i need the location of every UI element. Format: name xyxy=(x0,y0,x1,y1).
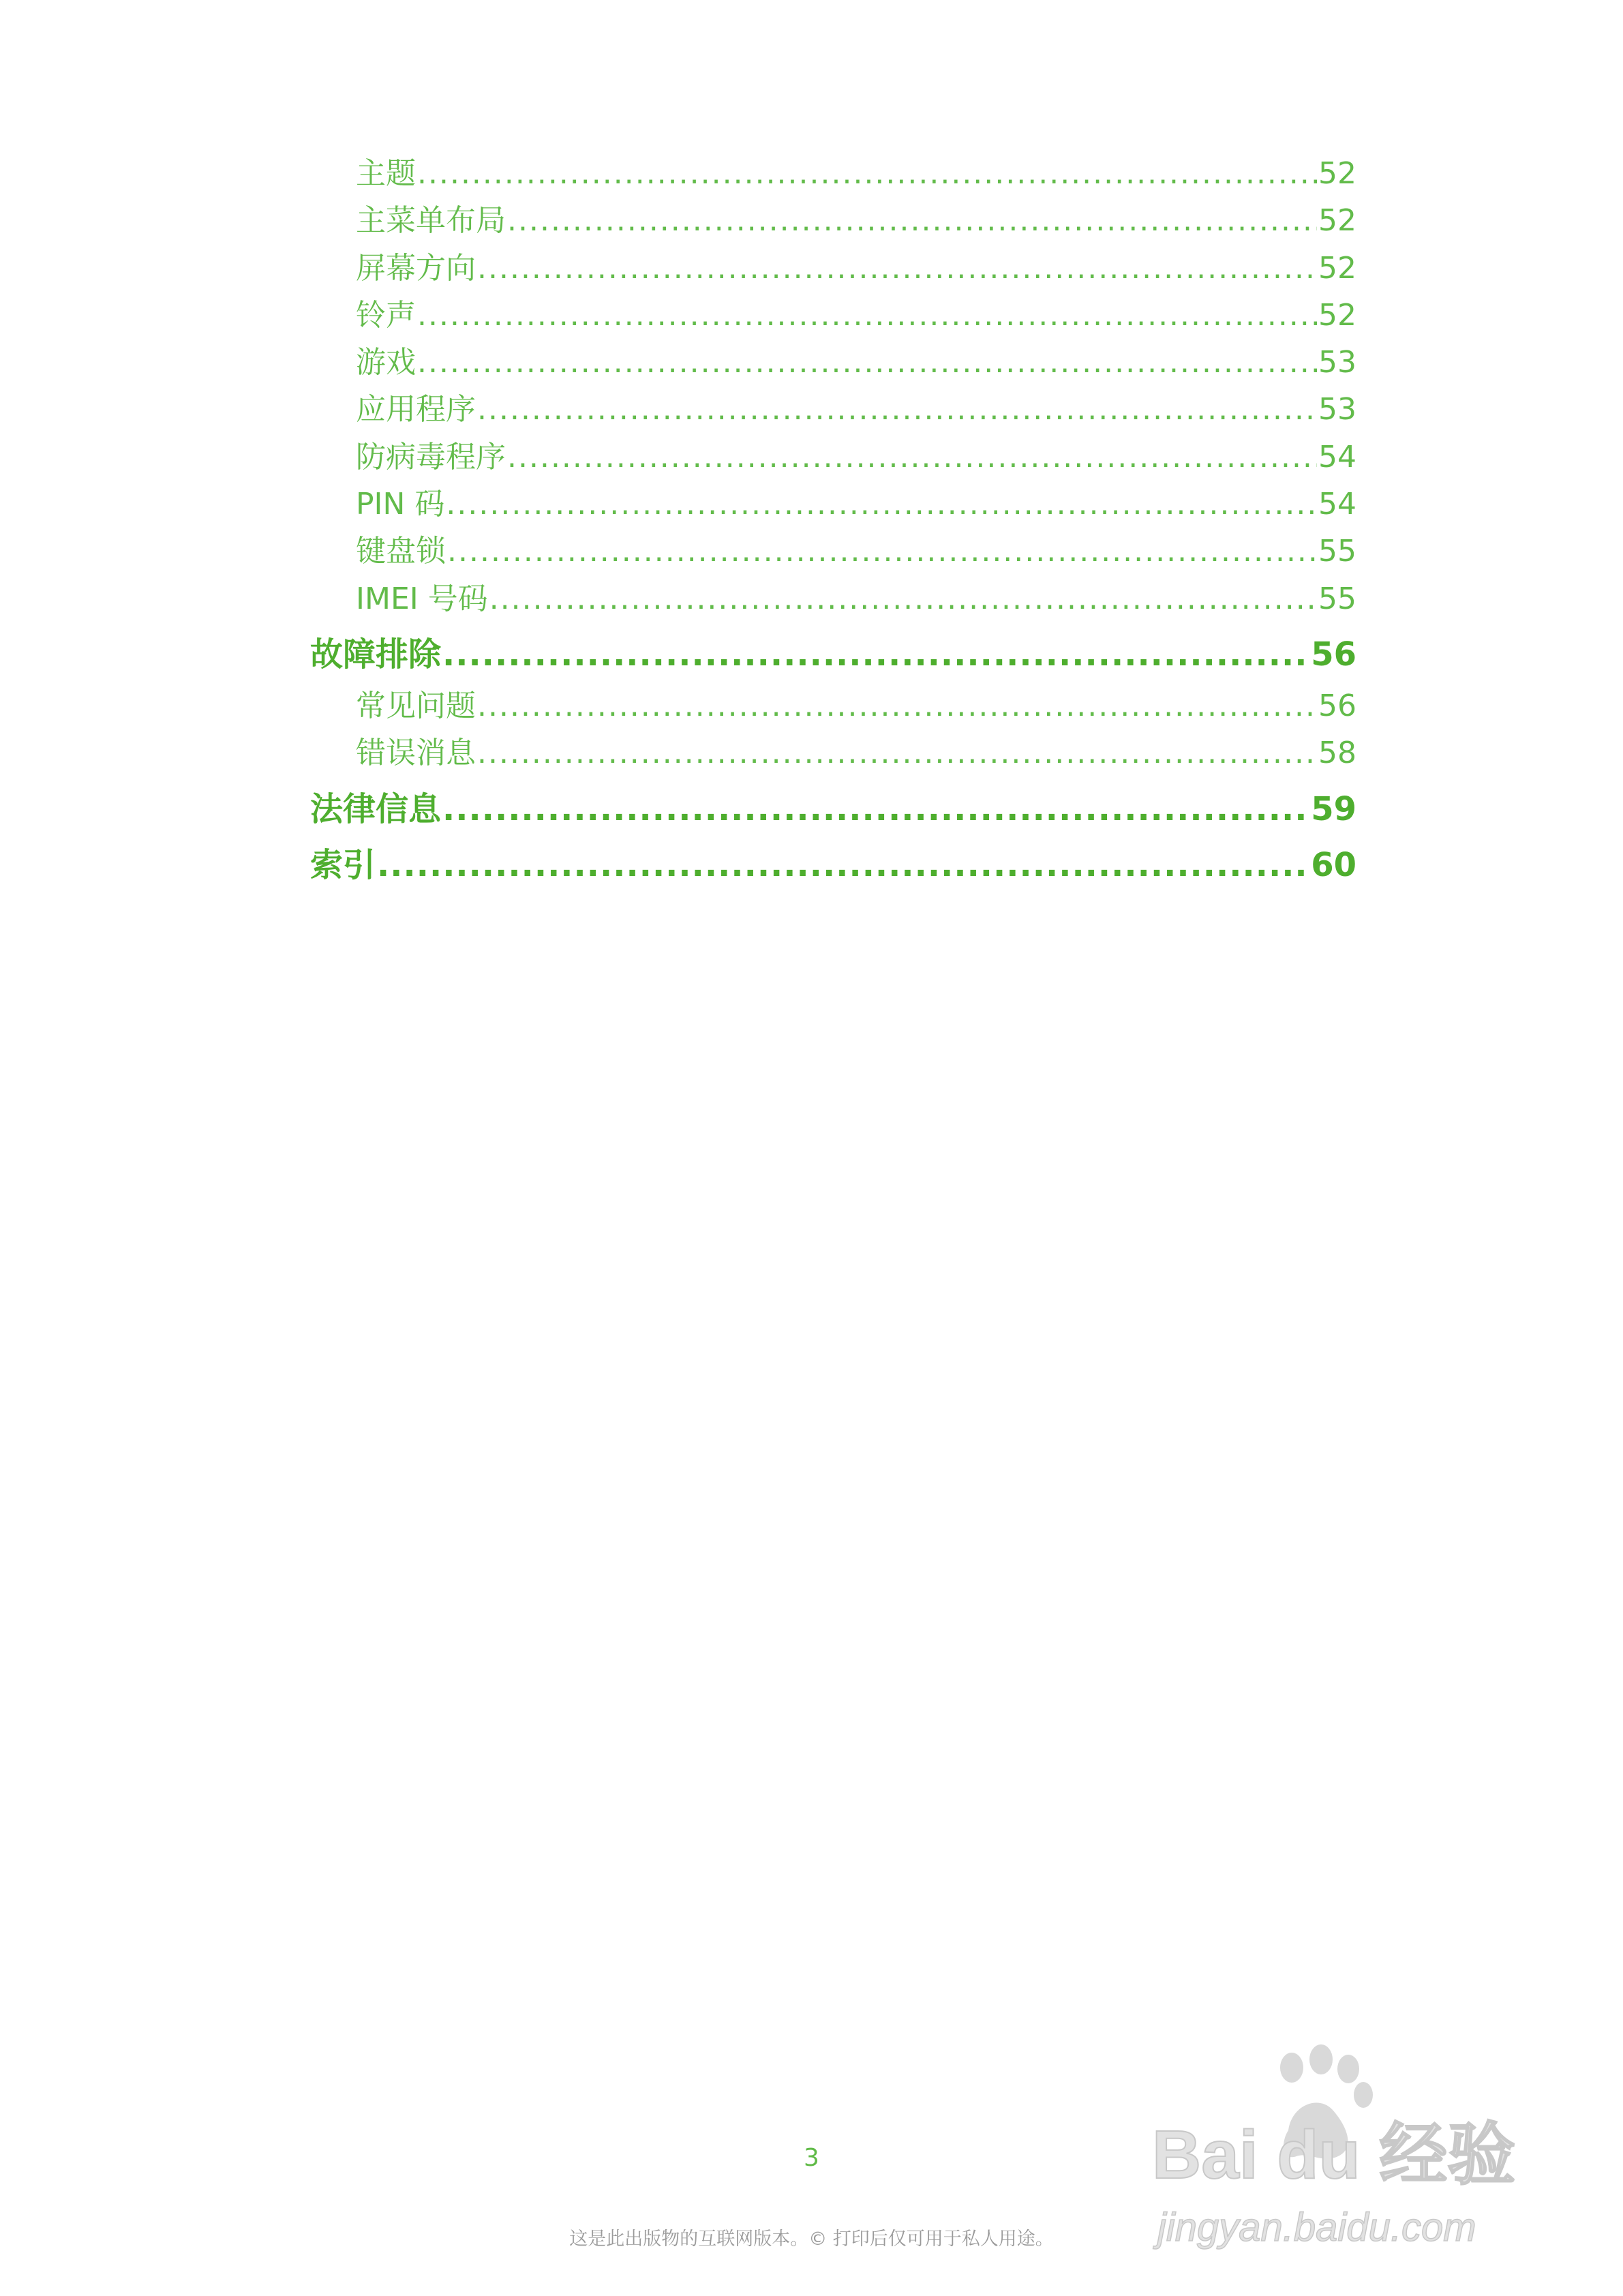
toc-dot-leader xyxy=(442,626,1309,682)
toc-dot-leader xyxy=(477,245,1317,292)
toc-dot-leader xyxy=(447,528,1317,575)
toc-dot-leader xyxy=(442,781,1309,837)
toc-dot-leader xyxy=(477,386,1317,433)
toc-dot-leader xyxy=(417,150,1317,197)
toc-dot-leader xyxy=(377,837,1309,893)
toc-section-label: 法律信息 xyxy=(310,789,442,828)
toc-entry-label: 铃声 xyxy=(356,297,416,333)
toc-dot-leader xyxy=(477,682,1317,729)
toc-entry[interactable] xyxy=(310,386,1356,433)
toc-entry-page: 52 xyxy=(1318,156,1356,191)
toc-dot-leader xyxy=(417,292,1317,339)
toc-entry-label: 游戏 xyxy=(356,345,416,380)
toc-entry[interactable] xyxy=(310,197,1356,244)
toc-section-page: 60 xyxy=(1311,845,1356,884)
toc-dot-leader xyxy=(507,434,1317,481)
toc-entry[interactable] xyxy=(310,292,1356,339)
toc-entry-page: 53 xyxy=(1318,392,1356,427)
toc-entry-label: 主题 xyxy=(356,156,416,191)
toc-dot-leader xyxy=(489,575,1317,622)
toc-entry[interactable] xyxy=(310,245,1356,292)
toc-entry-label: 错误消息 xyxy=(356,736,476,771)
toc-entry-page: 52 xyxy=(1318,203,1356,239)
toc-entry-page: 55 xyxy=(1318,534,1356,569)
toc-dot-leader xyxy=(477,729,1317,776)
toc-entry-label: 防病毒程序 xyxy=(356,439,506,474)
toc-entry-page: 58 xyxy=(1318,736,1356,771)
toc-entry-label: 屏幕方向 xyxy=(356,250,476,286)
watermark-brand: Bai du 经验 xyxy=(1152,2117,1516,2193)
toc-entry-page: 56 xyxy=(1318,688,1356,723)
toc-entry-label: 键盘锁 xyxy=(356,534,446,569)
toc-entry[interactable] xyxy=(310,682,1356,729)
toc-dot-leader xyxy=(507,197,1317,244)
toc-entry-label: 主菜单布局 xyxy=(356,203,506,239)
toc-section-heading[interactable] xyxy=(310,837,1356,893)
toc-entry[interactable] xyxy=(310,481,1356,528)
toc-section-heading[interactable] xyxy=(310,626,1356,682)
page-number: 3 xyxy=(804,2144,819,2172)
toc-dot-leader xyxy=(446,481,1317,528)
toc-entry-page: 52 xyxy=(1318,297,1356,333)
toc-section-label: 故障排除 xyxy=(310,635,442,674)
toc-section-page: 59 xyxy=(1311,789,1356,828)
toc-entry[interactable] xyxy=(310,575,1356,622)
toc-section-page: 56 xyxy=(1311,635,1356,674)
toc-entry-label: IMEI 号码 xyxy=(356,581,488,616)
toc-section-label: 索引 xyxy=(310,845,376,884)
toc-entry[interactable] xyxy=(310,434,1356,481)
baidu-jingyan-watermark xyxy=(1152,2042,1534,2260)
footer-notice: 这是此出版物的互联网版本。© 打印后仅可用于私人用途。 xyxy=(569,2229,1054,2250)
toc-entry-label: PIN 码 xyxy=(356,487,445,522)
watermark-url: jingyan.baidu.com xyxy=(1157,2205,1476,2250)
toc-entry-label: 常见问题 xyxy=(356,688,476,723)
table-of-contents xyxy=(310,150,1356,893)
toc-entry-page: 54 xyxy=(1318,439,1356,474)
toc-entry-page: 54 xyxy=(1318,487,1356,522)
toc-entry[interactable] xyxy=(310,339,1356,386)
toc-section-heading[interactable] xyxy=(310,781,1356,837)
toc-entry-page: 53 xyxy=(1318,345,1356,380)
toc-entry[interactable] xyxy=(310,729,1356,776)
toc-entry-page: 52 xyxy=(1318,250,1356,286)
toc-dot-leader xyxy=(417,339,1317,386)
toc-entry-page: 55 xyxy=(1318,581,1356,616)
toc-entry[interactable] xyxy=(310,150,1356,197)
toc-entry-label: 应用程序 xyxy=(356,392,476,427)
toc-entry[interactable] xyxy=(310,528,1356,575)
